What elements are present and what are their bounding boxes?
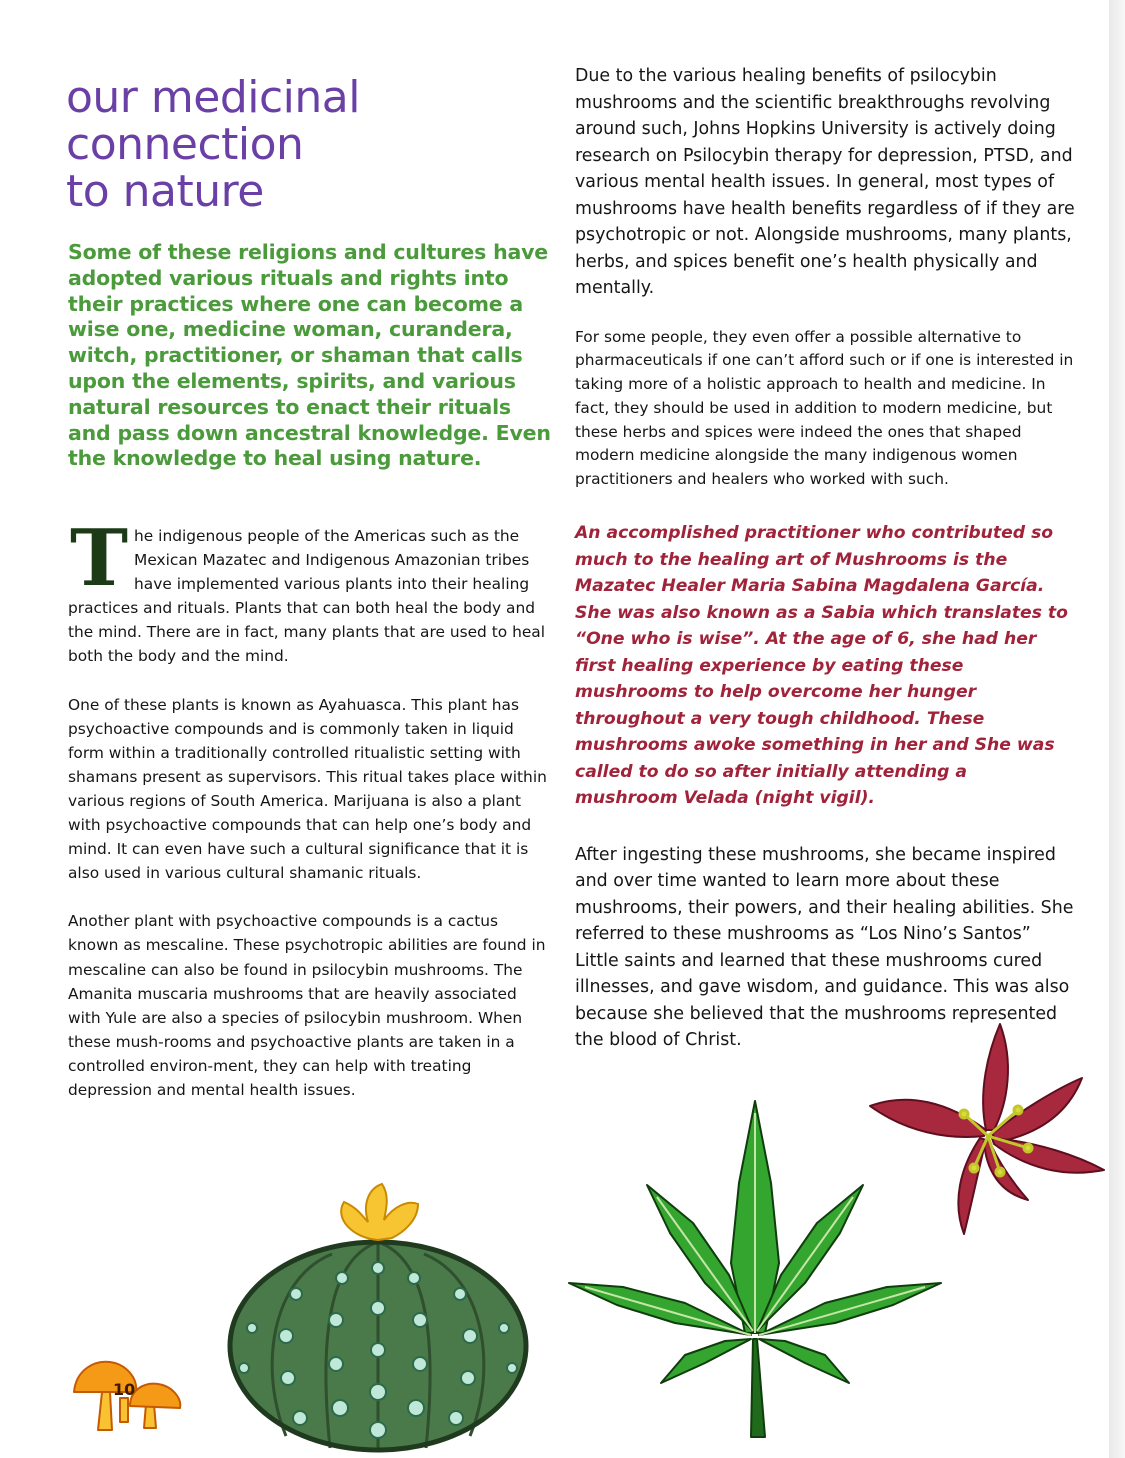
left-paragraph-1-text: he indigenous people of the Americas such as the Mexican Mazatec and Indigenous Amazonian tribes have implemented various plants into their healing practices and rituals. Plants that can both heal the body and the mind. There are in fact, many plants that are used to heal both the body and the mind.: [68, 527, 545, 666]
scrollbar[interactable]: [1109, 0, 1125, 1458]
right-paragraph-3: After ingesting these mushrooms, she became inspired and over time wanted to learn more about these mushrooms, their powers, and their healing abilities. She referred to these mushrooms as “Los Nino’s Santos” Little saints and learned that these mushrooms cured illnesses, and gave wisdom, and guidance. This was also because she believed that the mushrooms represented the blood of Christ.: [575, 844, 1074, 1051]
right-paragraph-2: For some people, they even offer a possible alternative to pharmaceuticals if one can’t afford such or if one is interested in taking more of a holistic approach to health and medicine. In fact, they should be used in addition to modern medicine, but these herbs and spices were indeed the ones that shaped modern medicine alongside the many indigenous women practitioners and healers who worked with such.: [575, 327, 1074, 489]
left-column: [68, 513, 550, 1126]
drop-cap: T: [70, 513, 129, 604]
left-paragraph-1: [68, 513, 550, 669]
page-number: 10: [113, 1380, 136, 1399]
right-paragraph-1: Due to the various healing benefits of psilocybin mushrooms and the scientific breakthroughs revolving around such, Johns Hopkins University is actively doing research on Psilocybin therapy for depression, PTSD, and various mental health issues. In general, most types of mushrooms have health benefits regardless of if they are psychotropic or not. Alongside mushrooms, many plants, herbs, and spices benefit one’s health physically and mentally.: [575, 66, 1075, 298]
cactus-illustration: [222, 1178, 534, 1453]
title-line-1: our medicinal: [66, 72, 360, 123]
title-line-2: connection: [66, 119, 304, 170]
left-paragraph-2: One of these plants is known as Ayahuasca. This plant has psychoactive compounds and is commonly taken in liquid form within a traditionally controlled ritualistic setting with shamans present as supervisors. This ritual takes place within various regions of South America. Marijuana is also a plant with psychoactive compounds that can help one’s body and mind. It can even have such a cultural significance that it is also used in various cultural shamanic rituals.: [68, 695, 547, 883]
intro-paragraph: Some of these religions and cultures have adopted various rituals and rights into their practices where one can become a wise one, medicine woman, curandera, witch, practitioner, or shaman that calls upon the elements, spirits, and various natural resources to enact their rituals and pass down ancestral knowledge. Even the knowledge to heal using nature.: [68, 240, 551, 471]
page-title: [66, 74, 526, 215]
left-paragraph-3: Another plant with psychoactive compounds is a cactus known as mescaline. These psychotropic abilities are found in mescaline can also be found in psilocybin mushrooms. The Amanita muscaria mushrooms that are heavily associated with Yule are also a species of psilocybin mushroom. When these mush-rooms and psychoactive plants are taken in a controlled environ-ment, they can help with treating depression and mental health issues.: [68, 912, 546, 1099]
right-column: [575, 63, 1075, 1054]
maria-sabina-quote: An accomplished practitioner who contributed so much to the healing art of Mushrooms is the Mazatec Healer Maria Sabina Magdalena García. She was also known as a Sabia which translates to “One who is wise”. At the age of 6, she had her first healing experience by eating these mushrooms to help overcome her hunger throughout a very tough childhood. These mushrooms awoke something in her and She was called to do so after initially attending a mushroom Velada (night vigil).: [575, 523, 1068, 809]
lily-flower-icon: [870, 1024, 1104, 1234]
cactus-icon: [230, 1184, 526, 1450]
lily-flower-illustration: [868, 1022, 1108, 1242]
title-line-3: to nature: [66, 166, 264, 217]
